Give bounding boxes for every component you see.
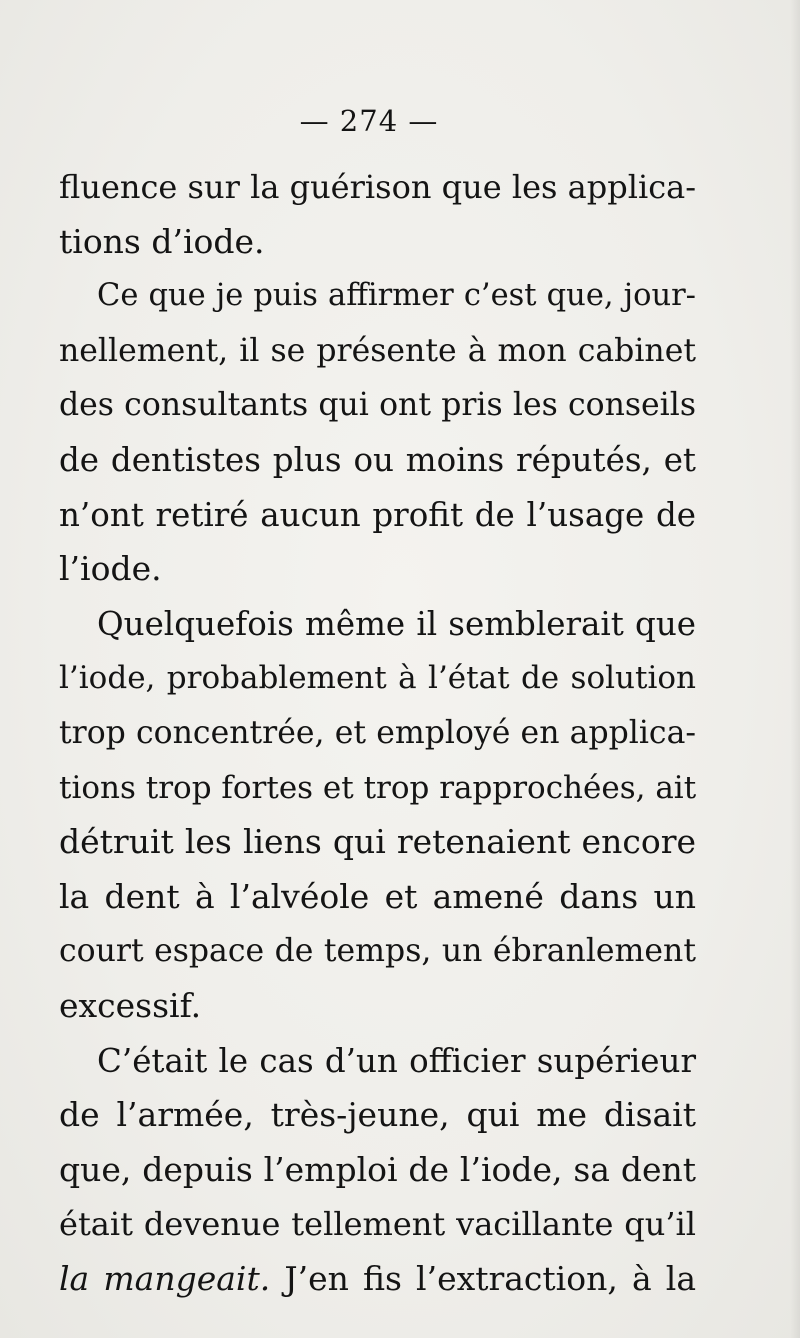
text-line: était devenue tellement vacillante qu’il: [59, 1205, 696, 1244]
text-line: la dent à l’alvéole et amené dans un: [59, 876, 696, 916]
page-number: — 274 —: [299, 104, 439, 138]
text-line: que, depuis l’emploi de l’iode, sa dent: [59, 1149, 696, 1189]
text-line: nellement, il se présente à mon cabinet: [59, 332, 696, 369]
paragraph-start-line: Ce que je puis affirmer c’est que, jour-: [97, 278, 696, 314]
text-line: trop concentrée, et employé en applica-: [59, 714, 696, 751]
text-line: excessif.: [59, 985, 202, 1025]
text-line: l’iode.: [59, 549, 162, 589]
text-line: n’ont retiré aucun profit de l’usage de: [59, 495, 696, 534]
text-line: tions trop fortes et trop rapprochées, ait: [59, 769, 697, 806]
text-line: de dentistes plus ou moins réputés, et: [59, 440, 696, 479]
paragraph-start-line: Quelquefois même il semblerait que: [97, 604, 696, 643]
text-line: court espace de temps, un ébranlement: [59, 933, 696, 970]
text-line-final: [59, 1252, 696, 1307]
italic-phrase: la mangeait.: [59, 1258, 271, 1298]
text-line: fluence sur la guérison que les applica-: [59, 168, 696, 206]
page-edge-shadow: [790, 0, 800, 1338]
body-text: [59, 160, 696, 1306]
text-line: tions d’iode.: [59, 221, 265, 261]
final-line-text: J’en fis l’extraction, à la: [270, 1258, 696, 1298]
text-line: détruit les liens qui retenaient encore: [59, 822, 696, 862]
text-line: de l’armée, très-jeune, qui me disait: [59, 1095, 696, 1135]
paragraph-start-line: C’était le cas d’un officier supérieur: [97, 1041, 696, 1080]
text-line: des consultants qui ont pris les conseils: [59, 387, 696, 424]
text-line: l’iode, probablement à l’état de solution: [59, 660, 696, 697]
